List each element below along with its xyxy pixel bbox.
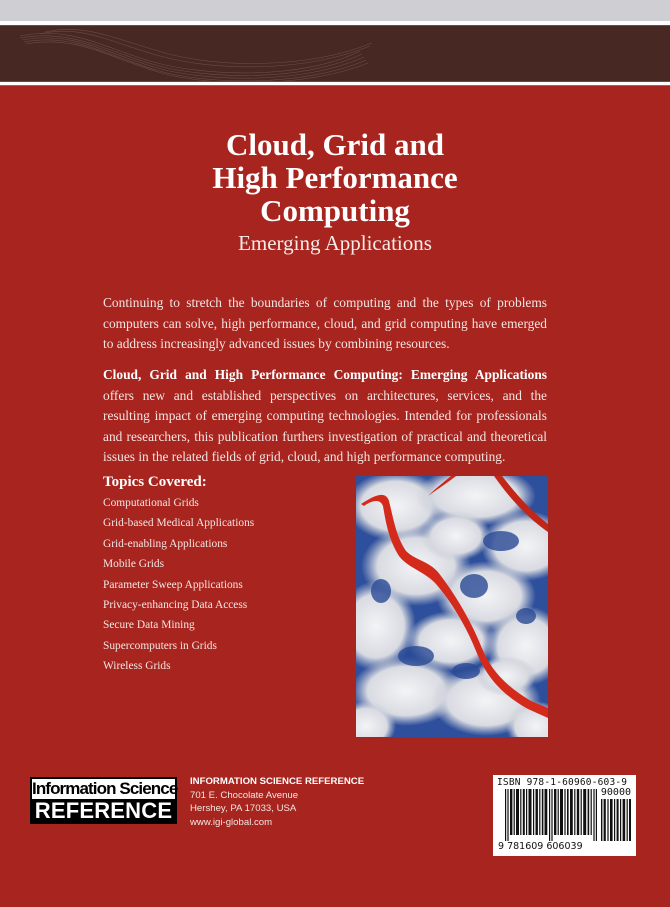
topic-item: Secure Data Mining [103, 619, 195, 632]
isbn-text: ISBN 978-1-60960-603-9 [497, 777, 628, 788]
swoosh-lines-icon [0, 26, 670, 82]
thin-rule [0, 85, 670, 86]
book-title-line-2: High Performance [212, 160, 458, 195]
book-title-line-1: Cloud, Grid and [226, 127, 444, 162]
description-paragraph-2-text: offers new and established perspectives on architectures, services, and the resulting impact of emerging computing technologies. Intended for professionals and researchers, this publication furthers investigation of practical and theoretical issues in the related fields of grid, cloud, and high performance computing. [103, 387, 547, 465]
ean-number: 9 781609 606039 [498, 841, 583, 852]
publisher-website: www.igi-global.com [190, 816, 273, 828]
sky-ribbon-illustration-icon [356, 476, 548, 737]
publisher-info [190, 775, 364, 829]
topic-item: Privacy-enhancing Data Access [103, 599, 248, 612]
topics-heading: Topics Covered: [103, 474, 207, 490]
publisher-address-line-1: 701 E. Chocolate Avenue [190, 789, 299, 801]
topic-item: Parameter Sweep Applications [103, 578, 243, 591]
addon-barcode-bars-icon [601, 799, 631, 841]
publisher-address-line-2: Hershey, PA 17033, USA [190, 803, 297, 814]
barcode-bars-icon [505, 789, 597, 841]
title-block [0, 128, 670, 256]
topic-item: Mobile Grids [103, 558, 165, 571]
topics-list [103, 473, 343, 677]
top-gray-strip [0, 0, 670, 21]
logo-text-bottom: REFERENCE [34, 798, 173, 823]
decorative-header-band [0, 25, 670, 82]
cover-photo-sky-ribbon [356, 476, 548, 737]
publisher-logo [30, 777, 177, 824]
topic-item: Supercomputers in Grids [103, 639, 217, 652]
topic-item: Grid-based Medical Applications [103, 517, 255, 530]
book-title-line-3: Computing [260, 193, 410, 228]
topic-item: Grid-enabling Applications [103, 537, 228, 550]
book-subtitle: Emerging Applications [238, 231, 432, 255]
publisher-name: INFORMATION SCIENCE REFERENCE [190, 776, 365, 787]
description-paragraph-2 [103, 365, 547, 468]
isbn-barcode [493, 775, 636, 856]
topic-item: Wireless Grids [103, 660, 171, 673]
price-code: 90000 [600, 787, 631, 798]
topic-item: Computational Grids [103, 497, 199, 509]
logo-text-top: Information Science [32, 779, 178, 798]
description-paragraph-1: Continuing to stretch the boundaries of computing and the types of problems computers can solve, high performance, cloud, and grid computing have emerged to address increasingly advanced issues by combining resources. [103, 295, 547, 352]
description-book-title: Cloud, Grid and High Performance Computing: Emerging Applications [103, 367, 547, 382]
